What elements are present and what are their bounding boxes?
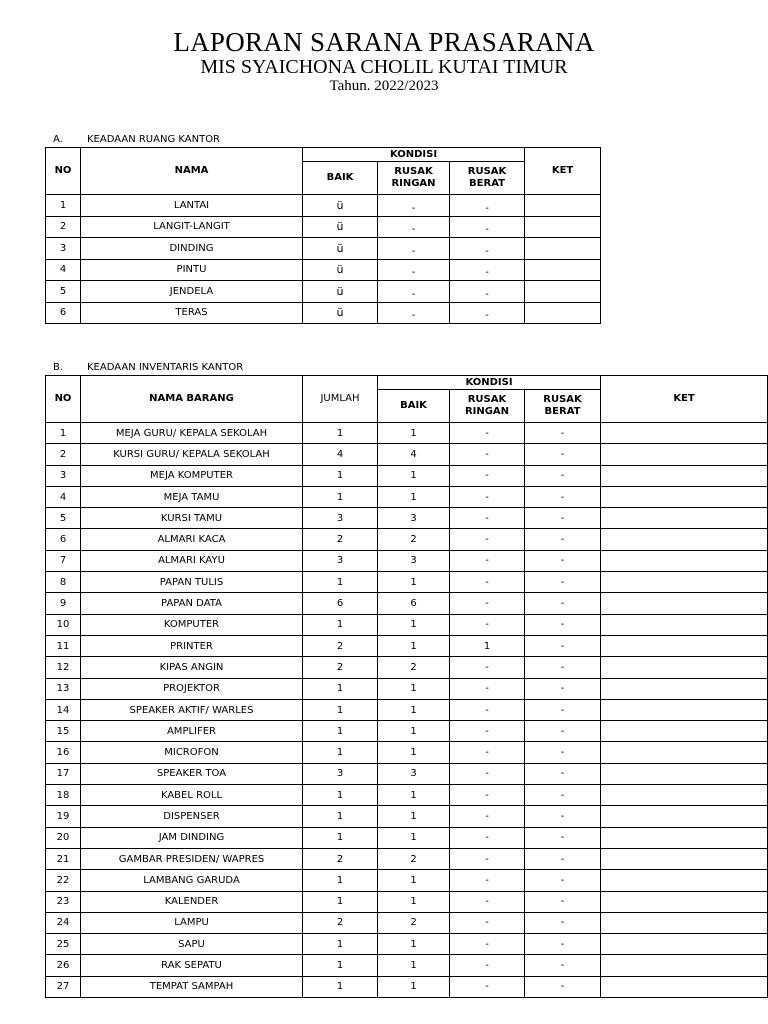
row-rusak-berat: - [525, 912, 601, 933]
table-row [46, 763, 768, 784]
row-rusak-ringan: - [450, 785, 525, 806]
row-ket [525, 281, 601, 303]
row-jumlah: 1 [303, 934, 378, 955]
row-no: 15 [46, 721, 81, 742]
report-year: Tahun. 2022/2023 [329, 78, 439, 94]
row-rusak-ringan: - [450, 465, 525, 486]
row-rusak-ringan: - [450, 934, 525, 955]
row-rusak-berat: - [525, 529, 601, 550]
row-jumlah: 1 [303, 976, 378, 997]
col-baik-header: BAIK [378, 390, 450, 423]
table-row [46, 486, 768, 507]
row-jumlah: 2 [303, 657, 378, 678]
row-jumlah: 1 [303, 721, 378, 742]
row-rusak-berat: - [450, 198, 525, 220]
row-baik: 1 [378, 891, 450, 912]
row-jumlah: 4 [303, 444, 378, 465]
row-no: 12 [46, 657, 81, 678]
row-jumlah: 1 [303, 465, 378, 486]
row-ket [601, 699, 768, 720]
row-nama: PINTU [81, 259, 303, 281]
row-rusak-ringan: - [450, 423, 525, 444]
row-nama-barang: TEMPAT SAMPAH [81, 976, 303, 997]
row-no: 11 [46, 635, 81, 656]
row-no: 8 [46, 572, 81, 593]
row-baik: 1 [378, 635, 450, 656]
table-row [46, 976, 768, 997]
col-no-header: NO [46, 148, 81, 195]
row-no: 3 [46, 238, 81, 260]
row-rusak-ringan: - [378, 219, 450, 241]
row-nama: JENDELA [81, 281, 303, 303]
table-row [46, 742, 768, 763]
row-nama-barang: LAMBANG GARUDA [81, 870, 303, 891]
row-baik: 3 [378, 550, 450, 571]
col-baik-header: BAIK [303, 162, 378, 195]
row-rusak-ringan: - [450, 550, 525, 571]
row-ket [601, 614, 768, 635]
row-ket [601, 763, 768, 784]
row-nama-barang: KOMPUTER [81, 614, 303, 635]
row-rusak-berat: - [525, 699, 601, 720]
row-ket [601, 486, 768, 507]
row-rusak-berat: - [525, 593, 601, 614]
row-no: 3 [46, 465, 81, 486]
row-ket [601, 721, 768, 742]
col-no-header: NO [46, 376, 81, 423]
row-ket [525, 302, 601, 324]
table-row [46, 848, 768, 869]
col-rusak-berat-header: RUSAK BERAT [450, 162, 525, 195]
row-rusak-berat: - [525, 572, 601, 593]
row-ket [601, 657, 768, 678]
table-row [46, 934, 768, 955]
row-ket [601, 678, 768, 699]
row-nama-barang: PROJEKTOR [81, 678, 303, 699]
row-ket [601, 742, 768, 763]
row-rusak-ringan: - [450, 657, 525, 678]
table-row [46, 529, 768, 550]
row-rusak-berat: - [525, 806, 601, 827]
row-baik: 3 [378, 763, 450, 784]
row-rusak-berat: - [525, 465, 601, 486]
row-rusak-ringan: - [450, 848, 525, 869]
row-rusak-berat: - [525, 550, 601, 571]
table-row [46, 827, 768, 848]
row-rusak-ringan: - [450, 891, 525, 912]
row-jumlah: 1 [303, 678, 378, 699]
table-row [46, 465, 768, 486]
row-no: 20 [46, 827, 81, 848]
row-jumlah: 1 [303, 486, 378, 507]
row-rusak-berat: - [525, 763, 601, 784]
row-nama-barang: JAM DINDING [81, 827, 303, 848]
row-rusak-berat: - [450, 284, 525, 306]
row-baik: ü [303, 259, 378, 281]
row-ket [601, 529, 768, 550]
row-nama-barang: DISPENSER [81, 806, 303, 827]
row-no: 10 [46, 614, 81, 635]
row-no: 22 [46, 870, 81, 891]
row-jumlah: 1 [303, 572, 378, 593]
row-rusak-berat: - [450, 241, 525, 263]
table-row [46, 699, 768, 720]
row-rusak-ringan: - [450, 572, 525, 593]
row-rusak-berat: - [525, 635, 601, 656]
row-baik: 6 [378, 593, 450, 614]
row-rusak-berat: - [525, 934, 601, 955]
row-jumlah: 3 [303, 508, 378, 529]
row-no: 24 [46, 912, 81, 933]
row-ket [601, 891, 768, 912]
row-baik: 1 [378, 721, 450, 742]
table-row [46, 444, 768, 465]
row-baik: 1 [378, 870, 450, 891]
row-baik: 1 [378, 699, 450, 720]
row-rusak-ringan: - [450, 699, 525, 720]
row-nama-barang: KURSI GURU/ KEPALA SEKOLAH [81, 444, 303, 465]
row-baik: 1 [378, 423, 450, 444]
table-row [46, 195, 601, 217]
row-no: 23 [46, 891, 81, 912]
row-nama: LANGIT-LANGIT [81, 216, 303, 238]
row-ket [601, 955, 768, 976]
row-jumlah: 1 [303, 827, 378, 848]
col-rusak-ringan-header: RUSAK RINGAN [378, 162, 450, 195]
row-nama-barang: PAPAN DATA [81, 593, 303, 614]
row-baik: 1 [378, 572, 450, 593]
row-nama-barang: ALMARI KAYU [81, 550, 303, 571]
table-row [46, 806, 768, 827]
row-rusak-berat: - [450, 219, 525, 241]
row-ket [601, 593, 768, 614]
table-row [46, 614, 768, 635]
row-rusak-ringan: - [450, 976, 525, 997]
row-jumlah: 1 [303, 955, 378, 976]
table-row [46, 423, 768, 444]
row-baik: ü [303, 216, 378, 238]
table-row [46, 678, 768, 699]
table-row [46, 259, 601, 281]
row-baik: 1 [378, 785, 450, 806]
row-nama-barang: SAPU [81, 934, 303, 955]
row-ket [601, 870, 768, 891]
row-rusak-berat: - [525, 955, 601, 976]
row-baik: 1 [378, 827, 450, 848]
row-rusak-berat: - [525, 423, 601, 444]
row-jumlah: 1 [303, 870, 378, 891]
table-row [46, 955, 768, 976]
table-row [46, 572, 768, 593]
col-kondisi-header: KONDISI [378, 376, 601, 390]
row-rusak-berat: - [450, 262, 525, 284]
row-rusak-berat: - [525, 721, 601, 742]
row-rusak-ringan: - [450, 486, 525, 507]
row-no: 6 [46, 302, 81, 324]
row-ket [601, 848, 768, 869]
row-nama-barang: SPEAKER AKTIF/ WARLES [81, 699, 303, 720]
row-nama: LANTAI [81, 195, 303, 217]
row-baik: 1 [378, 465, 450, 486]
row-baik: 1 [378, 806, 450, 827]
row-nama-barang: MEJA GURU/ KEPALA SEKOLAH [81, 423, 303, 444]
row-rusak-berat: - [525, 848, 601, 869]
row-rusak-berat: - [525, 508, 601, 529]
row-nama-barang: PAPAN TULIS [81, 572, 303, 593]
row-nama-barang: KABEL ROLL [81, 785, 303, 806]
row-nama-barang: LAMPU [81, 912, 303, 933]
col-ket-header: KET [525, 148, 601, 195]
row-rusak-berat: - [450, 305, 525, 327]
row-jumlah: 1 [303, 785, 378, 806]
school-name: MIS SYAICHONA CHOLIL KUTAI TIMUR [200, 56, 568, 78]
row-nama-barang: KIPAS ANGIN [81, 657, 303, 678]
row-baik: 2 [378, 912, 450, 933]
table-row [46, 550, 768, 571]
col-kondisi-header: KONDISI [303, 148, 525, 162]
col-rusak-ringan-header: RUSAK RINGAN [450, 390, 525, 423]
row-ket [601, 785, 768, 806]
row-ket [601, 635, 768, 656]
row-nama-barang: PRINTER [81, 635, 303, 656]
row-ket [601, 508, 768, 529]
row-rusak-ringan: - [450, 529, 525, 550]
row-baik: ü [303, 238, 378, 260]
row-rusak-ringan: - [450, 912, 525, 933]
row-baik: 1 [378, 742, 450, 763]
row-rusak-berat: - [525, 785, 601, 806]
row-ket [601, 827, 768, 848]
row-rusak-berat: - [525, 870, 601, 891]
row-rusak-ringan: - [450, 721, 525, 742]
row-baik: 3 [378, 508, 450, 529]
row-ket [525, 195, 601, 217]
row-rusak-ringan: - [378, 198, 450, 220]
row-nama-barang: AMPLIFER [81, 721, 303, 742]
row-ket [601, 912, 768, 933]
row-no: 4 [46, 486, 81, 507]
inventory-table [45, 375, 768, 998]
row-rusak-ringan: - [450, 806, 525, 827]
row-nama-barang: KALENDER [81, 891, 303, 912]
row-baik: 2 [378, 529, 450, 550]
row-baik: 1 [378, 678, 450, 699]
row-nama: TERAS [81, 302, 303, 324]
section-b-letter: B. [53, 362, 64, 373]
section-a-title: KEADAAN RUANG KANTOR [87, 134, 221, 145]
col-nama-barang-header: NAMA BARANG [81, 376, 303, 423]
row-rusak-berat: - [525, 614, 601, 635]
row-no: 7 [46, 550, 81, 571]
row-no: 5 [46, 281, 81, 303]
row-nama-barang: GAMBAR PRESIDEN/ WAPRES [81, 848, 303, 869]
row-no: 1 [46, 195, 81, 217]
row-baik: 1 [378, 486, 450, 507]
row-rusak-ringan: - [450, 678, 525, 699]
row-no: 13 [46, 678, 81, 699]
col-jumlah-header: JUMLAH [303, 376, 378, 423]
row-jumlah: 1 [303, 891, 378, 912]
row-ket [601, 934, 768, 955]
table-row [46, 508, 768, 529]
row-rusak-berat: - [525, 486, 601, 507]
row-rusak-ringan: - [378, 241, 450, 263]
row-rusak-ringan: - [378, 262, 450, 284]
row-baik: ü [303, 195, 378, 217]
col-ket-header: KET [601, 376, 768, 423]
room-condition-table [45, 147, 601, 324]
table-row [46, 785, 768, 806]
table-row [46, 593, 768, 614]
row-rusak-ringan: - [450, 444, 525, 465]
row-jumlah: 1 [303, 614, 378, 635]
row-jumlah: 6 [303, 593, 378, 614]
row-ket [601, 465, 768, 486]
table-row [46, 216, 601, 238]
row-no: 6 [46, 529, 81, 550]
row-rusak-ringan: - [450, 614, 525, 635]
row-baik: 4 [378, 444, 450, 465]
row-jumlah: 1 [303, 742, 378, 763]
table-row [46, 238, 601, 260]
row-no: 2 [46, 444, 81, 465]
row-nama-barang: RAK SEPATU [81, 955, 303, 976]
row-no: 26 [46, 955, 81, 976]
row-rusak-berat: - [525, 742, 601, 763]
col-rusak-berat-header: RUSAK BERAT [525, 390, 601, 423]
row-jumlah: 1 [303, 699, 378, 720]
section-a-letter: A. [53, 134, 63, 145]
row-nama-barang: SPEAKER TOA [81, 763, 303, 784]
row-rusak-ringan: - [450, 827, 525, 848]
row-rusak-berat: - [525, 976, 601, 997]
row-rusak-ringan: - [450, 593, 525, 614]
row-nama-barang: KURSI TAMU [81, 508, 303, 529]
row-rusak-ringan: - [378, 284, 450, 306]
row-jumlah: 1 [303, 423, 378, 444]
row-jumlah: 2 [303, 848, 378, 869]
table-row [46, 870, 768, 891]
row-baik: 1 [378, 976, 450, 997]
col-nama-header: NAMA [81, 148, 303, 195]
row-no: 1 [46, 423, 81, 444]
row-ket [601, 423, 768, 444]
row-rusak-ringan: - [378, 305, 450, 327]
row-nama-barang: MEJA TAMU [81, 486, 303, 507]
row-jumlah: 2 [303, 635, 378, 656]
row-no: 14 [46, 699, 81, 720]
row-no: 17 [46, 763, 81, 784]
row-ket [525, 259, 601, 281]
row-ket [601, 976, 768, 997]
row-no: 21 [46, 848, 81, 869]
row-ket [601, 444, 768, 465]
row-rusak-ringan: - [450, 763, 525, 784]
row-baik: 1 [378, 614, 450, 635]
row-baik: 1 [378, 934, 450, 955]
row-jumlah: 3 [303, 763, 378, 784]
row-no: 2 [46, 216, 81, 238]
row-ket [525, 216, 601, 238]
table-row [46, 302, 601, 324]
row-rusak-berat: - [525, 444, 601, 465]
row-nama-barang: MICROFON [81, 742, 303, 763]
row-nama-barang: ALMARI KACA [81, 529, 303, 550]
section-b-title: KEADAAN INVENTARIS KANTOR [87, 362, 244, 373]
row-nama-barang: MEJA KOMPUTER [81, 465, 303, 486]
row-jumlah: 1 [303, 806, 378, 827]
table-row [46, 281, 601, 303]
row-jumlah: 2 [303, 912, 378, 933]
row-no: 9 [46, 593, 81, 614]
row-baik: 2 [378, 657, 450, 678]
row-no: 4 [46, 259, 81, 281]
row-nama: DINDING [81, 238, 303, 260]
row-rusak-berat: - [525, 891, 601, 912]
table-row [46, 891, 768, 912]
row-rusak-berat: - [525, 678, 601, 699]
row-baik: ü [303, 281, 378, 303]
row-no: 27 [46, 976, 81, 997]
table-row [46, 635, 768, 656]
row-baik: 1 [378, 955, 450, 976]
row-no: 18 [46, 785, 81, 806]
row-ket [601, 572, 768, 593]
row-jumlah: 2 [303, 529, 378, 550]
row-ket [525, 238, 601, 260]
row-jumlah: 3 [303, 550, 378, 571]
table-row [46, 657, 768, 678]
row-rusak-ringan: 1 [450, 635, 525, 656]
row-baik: 2 [378, 848, 450, 869]
table-row [46, 721, 768, 742]
row-ket [601, 550, 768, 571]
row-baik: ü [303, 302, 378, 324]
row-no: 5 [46, 508, 81, 529]
row-rusak-ringan: - [450, 742, 525, 763]
report-title: LAPORAN SARANA PRASARANA [173, 27, 595, 57]
row-no: 19 [46, 806, 81, 827]
row-rusak-ringan: - [450, 955, 525, 976]
row-rusak-berat: - [525, 827, 601, 848]
table-row [46, 912, 768, 933]
row-rusak-ringan: - [450, 508, 525, 529]
row-ket [601, 806, 768, 827]
row-no: 16 [46, 742, 81, 763]
row-rusak-ringan: - [450, 870, 525, 891]
row-rusak-berat: - [525, 657, 601, 678]
row-no: 25 [46, 934, 81, 955]
